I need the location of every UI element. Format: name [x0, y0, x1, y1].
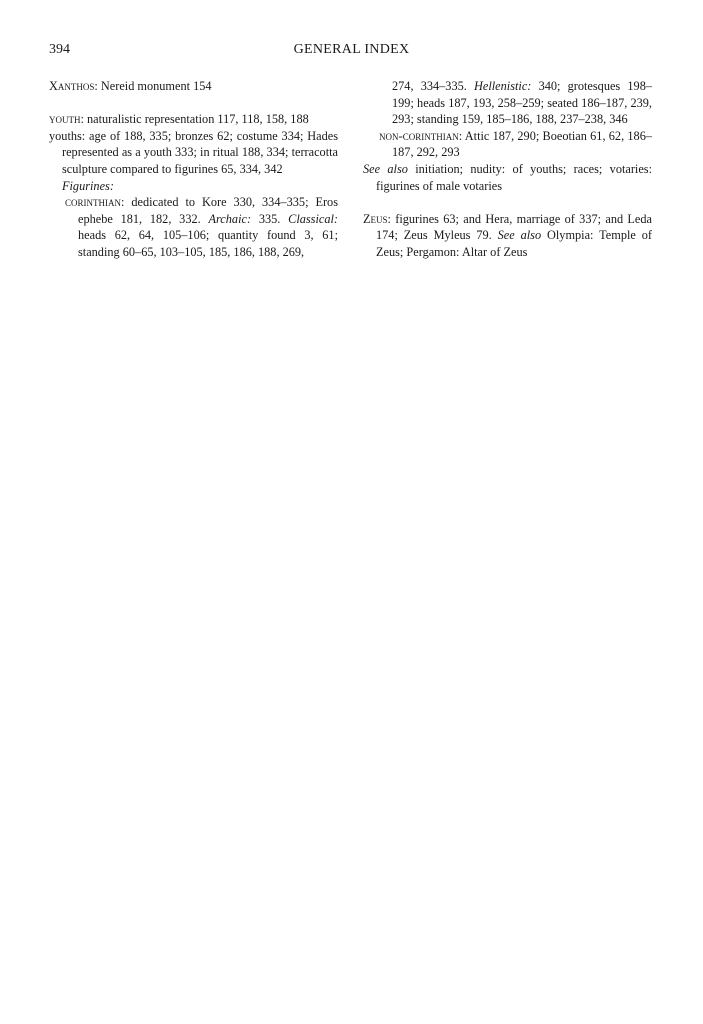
period-label-hellenistic: Hellenistic: [474, 79, 532, 93]
subentry-corinthian [49, 194, 338, 260]
subentry-text: 340; grotesques 198–199; heads 187, 193, 258–259; seated 186–187, 239, 293; standing 159, 185–186, 188, 237–238, 346 [392, 79, 652, 127]
index-entry-xanthos [49, 78, 338, 95]
subentry-head: corinthian [65, 194, 121, 210]
period-label-archaic: Archaic: [208, 211, 252, 226]
right-column [363, 78, 652, 261]
entry-text: : age of 188, 335; bronzes 62; costume 334; Hades represented as a youth 333; in ritual 188, 334; terracotta sculpture compared to figurines 65, 334, 342 [62, 128, 338, 176]
subentry-text: 274, 334–335. [392, 79, 475, 93]
entry-text: : Nereid monument 154 [94, 79, 212, 93]
subentry-text: 335. [251, 211, 289, 226]
subentry-text: heads 62, 64, 105–106; quantity found 3, 61; standing 60–65, 103–105, 185, 186, 188, 269, [78, 228, 338, 259]
subentry-head: non-corinthian [379, 127, 459, 143]
subentry-text: : Attic 187, 290; Boeotian 61, 62, 186–187, 292, 293 [392, 128, 652, 160]
running-head: GENERAL INDEX [293, 42, 410, 57]
entry-head: youth [49, 111, 81, 127]
see-also-text: initiation; nudity: of youths; races; votaries: figurines of male votaries [376, 161, 653, 193]
index-entry-zeus [363, 211, 652, 261]
page-number: 394 [49, 42, 70, 57]
index-entry-youth [49, 111, 338, 128]
subentry-corinthian-continued [363, 78, 652, 128]
subentry-text: : dedicated to Kore 330, 334–335; Eros ephebe 181, 182, 332. [78, 195, 338, 226]
see-also-label: See also [497, 228, 542, 243]
entry-text: Olympia: Temple of Zeus; Pergamon: Altar of Zeus [376, 228, 652, 259]
index-entry-youths [49, 128, 338, 178]
entry-head: Zeus [363, 211, 388, 226]
subentry-non-corinthian [363, 128, 652, 161]
entry-text: : naturalistic representation 117, 118, 158, 188 [80, 112, 309, 127]
see-also-youths [363, 161, 652, 194]
see-also-label: See also [363, 161, 408, 176]
entry-head: youths [49, 128, 82, 143]
entry-text: : figurines 63; and Hera, marriage of 337; and Leda 174; Zeus Myleus 79. [376, 211, 652, 243]
left-column [49, 78, 338, 261]
entry-head: Xanthos [49, 79, 95, 93]
subheading-figurines: Figurines: [62, 178, 114, 193]
period-label-classical: Classical: [288, 211, 338, 226]
